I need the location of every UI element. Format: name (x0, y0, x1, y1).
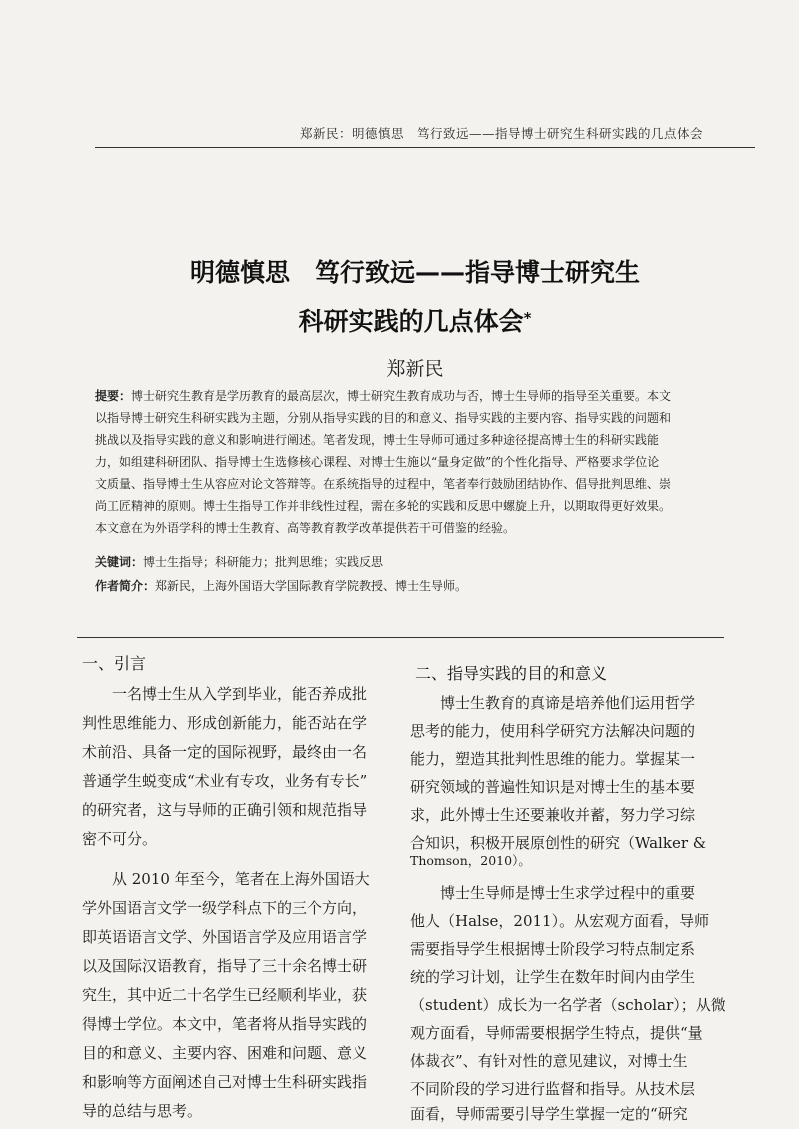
section-heading-introduction: 一、引言 (82, 654, 147, 673)
abstract-line: 挑战以及指导实践的意义和影响进行阐述。笔者发现，博士生导师可通过多种途径提高博士生的科研实践能 (95, 433, 660, 447)
abstract-label: 提要： (95, 389, 132, 403)
right-column-line: 面看，导师需要引导学生掌握一定的“研究 (410, 1105, 688, 1123)
author-name: 郑新民 (386, 358, 444, 380)
left-column-line: 术前沿、具备一定的国际视野，最终由一名 (82, 743, 368, 761)
title-footnote-mark: * (523, 309, 532, 327)
right-column-line: 博士生教育的真谛是培养他们运用哲学 (410, 694, 696, 712)
left-column-line: 判性思维能力、形成创新能力，能否站在学 (82, 714, 368, 732)
abstract-text: 博士研究生教育是学历教育的最高层次，博士研究生教育成功与否，博士生导师的指导至关重要。本文 (131, 389, 672, 403)
right-column-line: 能力，塑造其批判性思维的能力。掌握某一 (410, 750, 696, 768)
left-column-line: 即英语语言文学、外国语言学及应用语言学 (82, 928, 368, 946)
keywords-text: 博士生指导；科研能力；批判思维；实践反思 (143, 555, 384, 569)
left-column-line: 得博士学位。本文中，笔者将从指导实践的 (82, 1015, 368, 1033)
author-bio-label: 作者简介： (95, 579, 156, 593)
right-column-line: 思考的能力，使用科学研究方法解决问题的 (410, 722, 696, 740)
abstract-line (95, 388, 730, 404)
right-column-line: 合知识，积极开展原创性的研究（Walker & (410, 834, 707, 852)
left-column-line: 以及国际汉语教育，指导了三十余名博士研 (82, 957, 368, 975)
right-column-line: 统的学习计划，让学生在数年时间内由学生 (410, 968, 696, 986)
keywords-label: 关键词： (95, 555, 144, 569)
abstract-line: 以指导博士研究生科研实践为主题，分别从指导实践的目的和意义、指导实践的主要内容、指导实践的问题和 (95, 411, 672, 425)
left-column-line: 目的和意义、主要内容、困难和问题、意义 (82, 1044, 368, 1062)
left-column-line: 究生，其中近二十名学生已经顺利毕业，获 (82, 986, 368, 1004)
abstract-line: 本文意在为外语学科的博士生教育、高等教育教学改革提供若干可借鉴的经验。 (95, 521, 516, 535)
left-column-line: 学外国语言文学一级学科点下的三个方向， (82, 899, 368, 917)
right-column-line: 体裁衣”、有针对性的意见建议，对博士生 (410, 1052, 688, 1070)
left-column-line: 一名博士生从入学到毕业，能否养成批 (82, 685, 368, 703)
header-rule (95, 147, 755, 148)
left-column-line: 密不可分。 (82, 830, 158, 848)
article-title-line-1: 明德慎思 笃行致远——指导博士研究生 (189, 258, 640, 287)
right-column-line: 需要指导学生根据博士阶段学习特点制定系 (410, 940, 696, 958)
abstract-line: 力，如组建科研团队、指导博士生选修核心课程、对博士生施以“量身定做”的个性化指导、严格要求学位论 (95, 455, 660, 469)
section-heading-purpose: 二、指导实践的目的和意义 (415, 664, 608, 683)
author-bio-text: 郑新民，上海外国语大学国际教育学院教授、博士生导师。 (155, 579, 468, 593)
left-column-line: 从 2010 年至今，笔者在上海外国语大 (82, 870, 370, 888)
article-title-line-2-text: 科研实践的几点体会 (298, 307, 524, 336)
keywords-line (95, 554, 730, 570)
abstract-line: 尚工匠精神的原则。博士生指导工作并非线性过程，需在多轮的实践和反思中螺旋上升，以期取得更好效果。 (95, 499, 672, 513)
right-column-line: （student）成长为一名学者（scholar）；从微 (410, 996, 726, 1014)
right-column-line: 不同阶段的学习进行监督和指导。从技术层 (410, 1080, 696, 1098)
article-title-line-2 (95, 307, 735, 337)
running-header: 郑新民：明德慎思 笃行致远——指导博士研究生科研实践的几点体会 (300, 126, 704, 141)
left-column-line: 的研究者，这与导师的正确引领和规范指导 (82, 801, 368, 819)
left-column-line: 导的总结与思考。 (82, 1102, 203, 1120)
right-column-line: 他人（Halse，2011）。从宏观方面看，导师 (410, 912, 710, 930)
body-rule (77, 637, 724, 638)
right-column-line: 研究领域的普遍性知识是对博士生的基本要 (410, 778, 696, 796)
left-column-line: 和影响等方面阐述自己对博士生科研实践指 (82, 1073, 368, 1091)
right-column-line: 博士生导师是博士生求学过程中的重要 (410, 884, 696, 902)
abstract-line: 文质量、指导博士生从容应对论文答辩等。在系统指导的过程中，笔者奉行鼓励团结协作、倡导批判思维、崇 (95, 477, 672, 491)
right-column-line: 求，此外博士生还要兼收并蓄，努力学习综 (410, 806, 696, 824)
left-column-line: 普通学生蜕变成“术业有专攻，业务有专长” (82, 772, 368, 790)
author-bio-line (95, 578, 730, 594)
right-column-line: Thomson，2010）。 (410, 853, 531, 868)
right-column-line: 观方面看，导师需要根据学生特点，提供“量 (410, 1024, 703, 1042)
